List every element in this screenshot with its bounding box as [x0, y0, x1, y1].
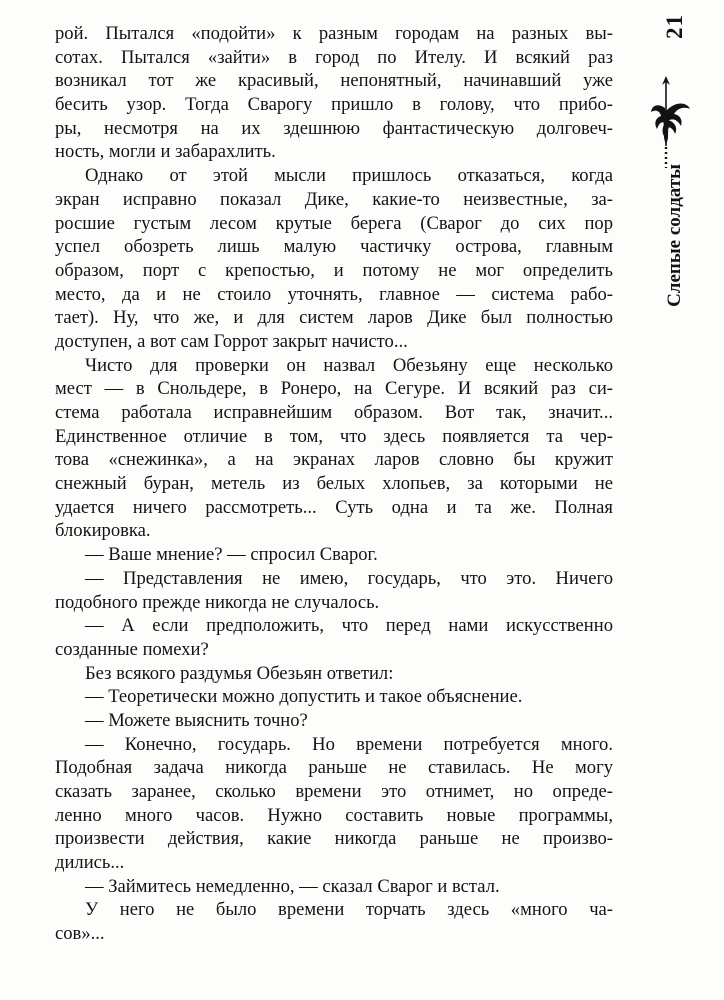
- text-line: Подобная задача никогда раньше не ставилась. Не могу: [55, 757, 613, 779]
- text-line: това «снежинка», а на экранах ларов словно бы кружит: [55, 449, 613, 471]
- paragraph: [55, 898, 613, 945]
- text-line: образом, порт с крепостью, и потому не мог определить: [55, 259, 613, 281]
- text-line: удается ничего рассмотреть... Суть одна и та же. Полная: [55, 496, 613, 518]
- text-line: ность, могли и забарахлить.: [55, 141, 276, 163]
- page-number: 21: [662, 14, 687, 39]
- text-line: ры, несмотря на их здешнюю фантастическую долговеч-: [55, 117, 613, 139]
- text-line: — Представления не имею, государь, что это. Ничего: [85, 567, 613, 589]
- text-line: — Можете выяснить точно?: [85, 709, 308, 731]
- text-line: Чисто для проверки он назвал Обезьяну еще несколько: [85, 354, 613, 376]
- paragraph: [55, 875, 613, 899]
- paragraph: [55, 567, 613, 614]
- text-line: Однако от этой мысли пришлось отказаться, когда: [85, 165, 613, 187]
- paragraph: [55, 733, 613, 875]
- text-line: созданные помехи?: [55, 638, 209, 660]
- paragraph: [55, 614, 613, 661]
- text-line: рой. Пытался «подойти» к разным городам на разных вы-: [55, 23, 613, 44]
- text-line: доступен, а вот сам Горрот закрыт начисто...: [55, 330, 408, 352]
- text-line: снежный буран, метель из белых хлопьев, за которыми не: [55, 473, 613, 495]
- text-line: произвести действия, какие никогда раньше не произво-: [55, 828, 613, 850]
- text-line: стема работала исправнейшим образом. Вот так, значит...: [55, 402, 613, 423]
- dagger-ornament-icon: [649, 76, 693, 170]
- text-line: — А если предположить, что перед нами искусственно: [85, 615, 613, 637]
- text-line: тает). Ну, что же, и для систем ларов Дике был полностью: [55, 307, 613, 329]
- text-line: Единственное отличие в том, что здесь появляется та чер-: [55, 425, 613, 447]
- text-line: — Займитесь немедленно, — сказал Сварог и встал.: [85, 875, 500, 897]
- text-line: возникал тот же красивый, непонятный, начинавший уже: [55, 70, 613, 92]
- text-line: подобного прежде никогда не случалось.: [55, 591, 380, 613]
- text-line: росшие густым лесом крутые берега (Сварог до сих пор: [55, 212, 613, 234]
- paragraph: [55, 662, 613, 686]
- paragraph: [55, 543, 613, 567]
- text-line: сов»...: [55, 923, 105, 945]
- paragraph: [55, 354, 613, 544]
- text-line: бесить узор. Тогда Сварогу пришло в голову, что прибо-: [55, 94, 613, 116]
- paragraph: [55, 685, 613, 709]
- text-line: экран исправно показал Дике, какие-то неизвестные, за-: [55, 188, 613, 210]
- text-line: место, да и не стоило уточнять, главное — система рабо-: [55, 283, 613, 305]
- margin-book-title: Слепые солдаты: [664, 164, 685, 307]
- text-line: — Теоретически можно допустить и такое объяснение.: [85, 686, 523, 708]
- text-line: ленно много часов. Нужно составить новые программы,: [55, 804, 613, 826]
- paragraph: [55, 709, 613, 733]
- paragraph: [55, 22, 613, 164]
- text-line: сотах. Пытался «зайти» в город по Ителу. И всякий раз: [55, 46, 613, 68]
- text-line: У него не было времени торчать здесь «много ча-: [85, 899, 613, 921]
- right-margin: [614, 0, 724, 1000]
- text-line: — Конечно, государь. Но времени потребуется много.: [85, 733, 613, 755]
- paragraph: [55, 164, 613, 354]
- text-line: Без всякого раздумья Обезьян ответил:: [85, 662, 394, 684]
- text-line: сказать заранее, сколько времени это отнимет, но опреде-: [55, 781, 613, 802]
- text-line: успел обозреть лишь малую частичку острова, главным: [55, 236, 613, 258]
- text-line: мест — в Снольдере, в Ронеро, на Сегуре. И всякий раз си-: [55, 378, 613, 400]
- text-line: блокировка.: [55, 520, 151, 542]
- text-line: — Ваше мнение? — спросил Сварог.: [85, 544, 378, 566]
- text-line: дились...: [55, 852, 125, 874]
- text-block: [55, 22, 613, 946]
